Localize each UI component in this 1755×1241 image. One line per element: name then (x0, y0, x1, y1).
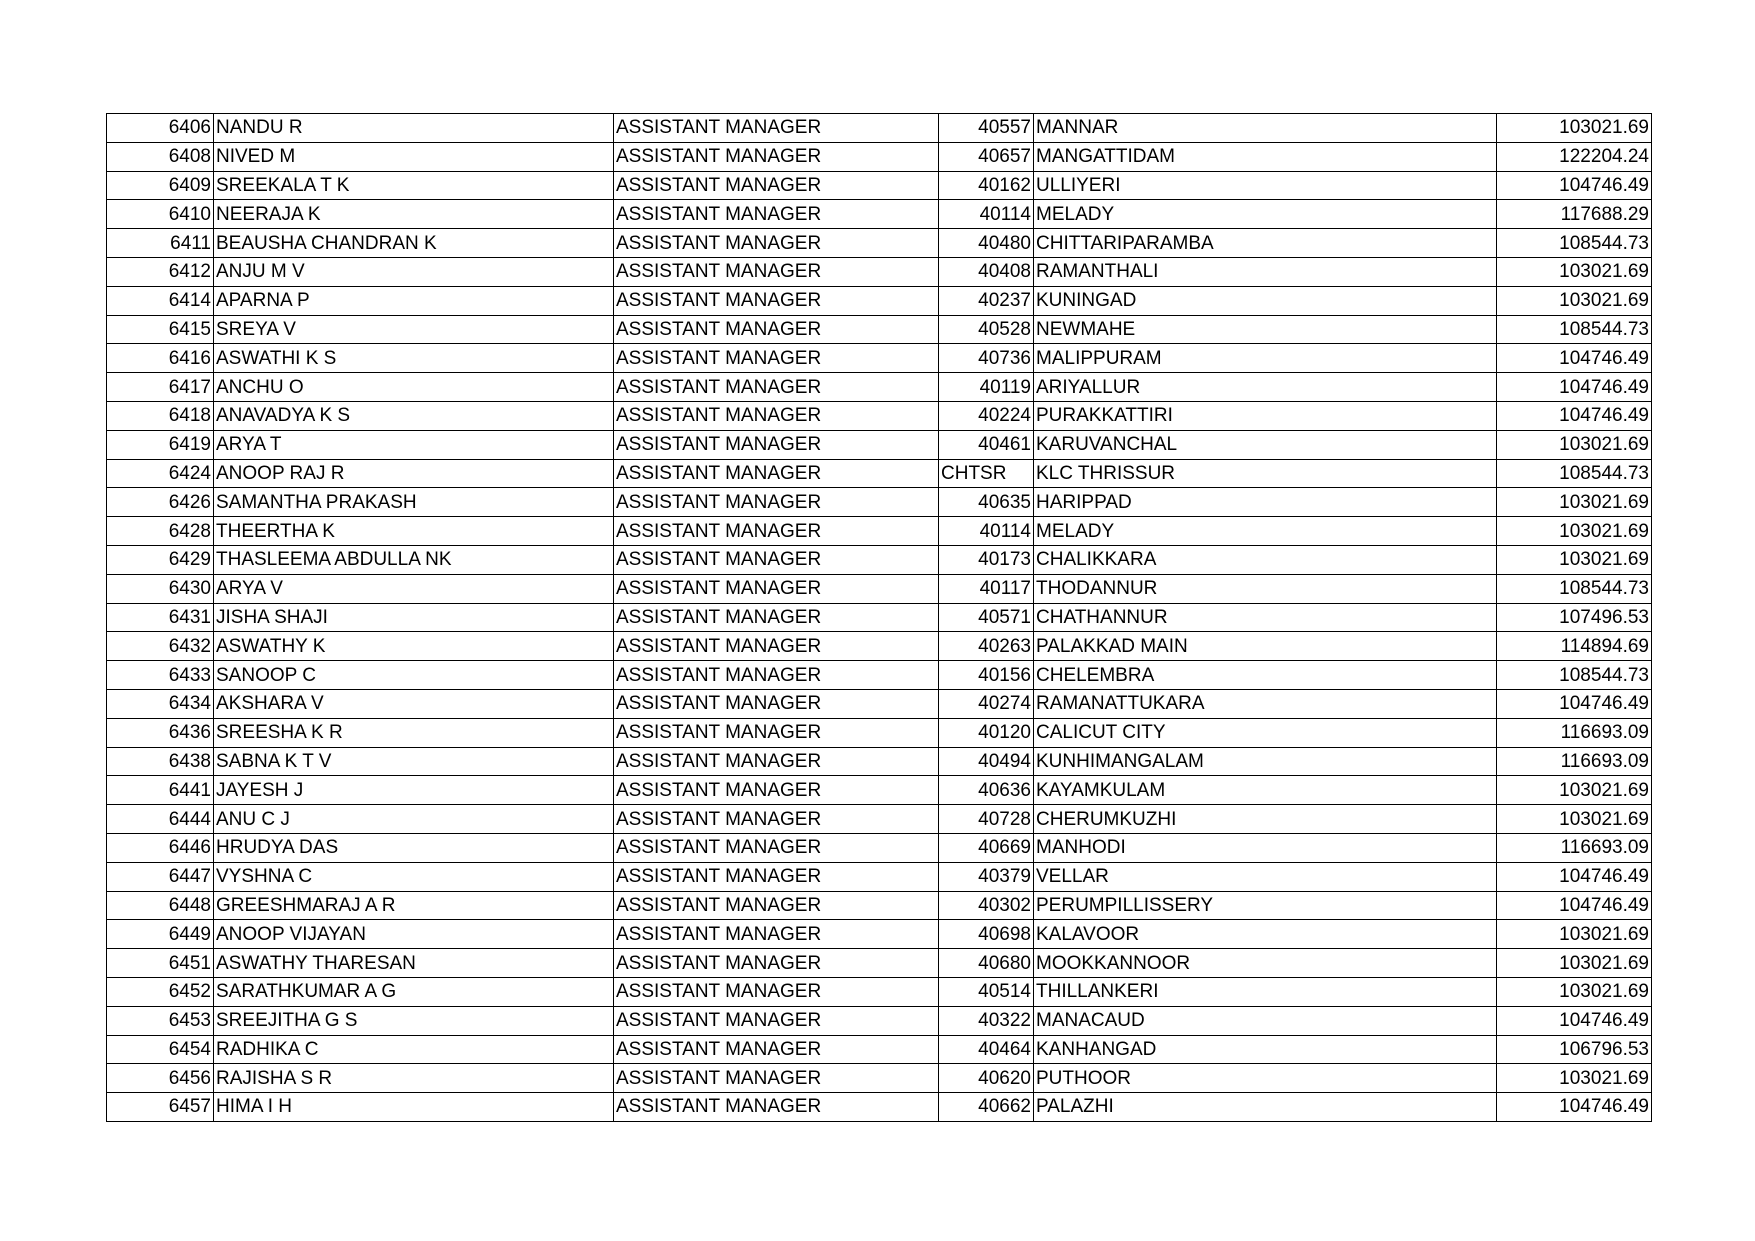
employee-name-cell: JAYESH J (214, 776, 614, 805)
table-row (107, 603, 1652, 632)
employee-name-cell: SREESHA K R (214, 718, 614, 747)
table-row (107, 142, 1652, 171)
employee-id-cell: 6452 (107, 977, 214, 1006)
designation-cell: ASSISTANT MANAGER (614, 315, 939, 344)
amount-cell: 116693.09 (1497, 833, 1652, 862)
employee-id-cell: 6441 (107, 776, 214, 805)
table-row (107, 286, 1652, 315)
table-row (107, 114, 1652, 143)
amount-cell: 103021.69 (1497, 430, 1652, 459)
branch-name-cell: RAMANATTUKARA (1034, 689, 1497, 718)
amount-cell: 106796.53 (1497, 1035, 1652, 1064)
employee-id-cell: 6410 (107, 200, 214, 229)
designation-cell: ASSISTANT MANAGER (614, 977, 939, 1006)
branch-name-cell: MANHODI (1034, 833, 1497, 862)
table-row (107, 545, 1652, 574)
employee-name-cell: SREEKALA T K (214, 171, 614, 200)
designation-cell: ASSISTANT MANAGER (614, 603, 939, 632)
table-row (107, 805, 1652, 834)
branch-code-cell: 40263 (939, 632, 1034, 661)
branch-code-cell: 40464 (939, 1035, 1034, 1064)
employee-table (106, 113, 1652, 1122)
employee-name-cell: THASLEEMA ABDULLA NK (214, 545, 614, 574)
amount-cell: 103021.69 (1497, 545, 1652, 574)
employee-name-cell: SANOOP C (214, 661, 614, 690)
branch-name-cell: KAYAMKULAM (1034, 776, 1497, 805)
designation-cell: ASSISTANT MANAGER (614, 1093, 939, 1122)
employee-name-cell: SREEJITHA G S (214, 1006, 614, 1035)
amount-cell: 104746.49 (1497, 401, 1652, 430)
amount-cell: 103021.69 (1497, 977, 1652, 1006)
amount-cell: 104746.49 (1497, 862, 1652, 891)
employee-id-cell: 6457 (107, 1093, 214, 1122)
amount-cell: 107496.53 (1497, 603, 1652, 632)
table-row (107, 1093, 1652, 1122)
amount-cell: 103021.69 (1497, 257, 1652, 286)
amount-cell: 116693.09 (1497, 747, 1652, 776)
branch-code-cell: 40528 (939, 315, 1034, 344)
branch-name-cell: MELADY (1034, 517, 1497, 546)
branch-code-cell: 40322 (939, 1006, 1034, 1035)
designation-cell: ASSISTANT MANAGER (614, 373, 939, 402)
designation-cell: ASSISTANT MANAGER (614, 200, 939, 229)
designation-cell: ASSISTANT MANAGER (614, 142, 939, 171)
table-row (107, 315, 1652, 344)
branch-name-cell: KALAVOOR (1034, 920, 1497, 949)
designation-cell: ASSISTANT MANAGER (614, 689, 939, 718)
amount-cell: 122204.24 (1497, 142, 1652, 171)
branch-code-cell: 40635 (939, 488, 1034, 517)
employee-id-cell: 6426 (107, 488, 214, 517)
designation-cell: ASSISTANT MANAGER (614, 114, 939, 143)
employee-id-cell: 6451 (107, 949, 214, 978)
table-row (107, 747, 1652, 776)
table-row (107, 776, 1652, 805)
employee-name-cell: ANOOP VIJAYAN (214, 920, 614, 949)
employee-name-cell: ARYA V (214, 574, 614, 603)
table-row (107, 632, 1652, 661)
employee-id-cell: 6414 (107, 286, 214, 315)
branch-code-cell: 40636 (939, 776, 1034, 805)
table-row (107, 200, 1652, 229)
branch-code-cell: 40514 (939, 977, 1034, 1006)
employee-name-cell: THEERTHA K (214, 517, 614, 546)
amount-cell: 104746.49 (1497, 373, 1652, 402)
branch-name-cell: PERUMPILLISSERY (1034, 891, 1497, 920)
employee-name-cell: ANOOP RAJ R (214, 459, 614, 488)
amount-cell: 103021.69 (1497, 1064, 1652, 1093)
employee-name-cell: ASWATHY K (214, 632, 614, 661)
table-row (107, 977, 1652, 1006)
branch-code-cell: 40119 (939, 373, 1034, 402)
employee-id-cell: 6453 (107, 1006, 214, 1035)
amount-cell: 104746.49 (1497, 1093, 1652, 1122)
table-row (107, 257, 1652, 286)
branch-name-cell: CHITTARIPARAMBA (1034, 229, 1497, 258)
employee-id-cell: 6411 (107, 229, 214, 258)
employee-name-cell: ANU C J (214, 805, 614, 834)
designation-cell: ASSISTANT MANAGER (614, 1035, 939, 1064)
branch-code-cell: 40698 (939, 920, 1034, 949)
table-row (107, 949, 1652, 978)
branch-code-cell: 40461 (939, 430, 1034, 459)
employee-name-cell: AKSHARA V (214, 689, 614, 718)
employee-id-cell: 6449 (107, 920, 214, 949)
table-row (107, 344, 1652, 373)
branch-name-cell: KANHANGAD (1034, 1035, 1497, 1064)
branch-code-cell: 40120 (939, 718, 1034, 747)
table-row (107, 488, 1652, 517)
branch-name-cell: KUNHIMANGALAM (1034, 747, 1497, 776)
amount-cell: 103021.69 (1497, 920, 1652, 949)
branch-name-cell: VELLAR (1034, 862, 1497, 891)
table-row (107, 373, 1652, 402)
employee-id-cell: 6424 (107, 459, 214, 488)
designation-cell: ASSISTANT MANAGER (614, 1006, 939, 1035)
employee-id-cell: 6436 (107, 718, 214, 747)
amount-cell: 108544.73 (1497, 315, 1652, 344)
designation-cell: ASSISTANT MANAGER (614, 459, 939, 488)
employee-name-cell: SAMANTHA PRAKASH (214, 488, 614, 517)
amount-cell: 103021.69 (1497, 488, 1652, 517)
branch-name-cell: MANGATTIDAM (1034, 142, 1497, 171)
designation-cell: ASSISTANT MANAGER (614, 344, 939, 373)
table-body (107, 114, 1652, 1122)
table-row (107, 574, 1652, 603)
amount-cell: 103021.69 (1497, 517, 1652, 546)
branch-code-cell: 40117 (939, 574, 1034, 603)
designation-cell: ASSISTANT MANAGER (614, 545, 939, 574)
table-row (107, 833, 1652, 862)
branch-code-cell: 40680 (939, 949, 1034, 978)
employee-id-cell: 6454 (107, 1035, 214, 1064)
employee-name-cell: BEAUSHA CHANDRAN K (214, 229, 614, 258)
employee-name-cell: HIMA I H (214, 1093, 614, 1122)
employee-name-cell: ASWATHI K S (214, 344, 614, 373)
amount-cell: 103021.69 (1497, 805, 1652, 834)
branch-name-cell: NEWMAHE (1034, 315, 1497, 344)
amount-cell: 103021.69 (1497, 776, 1652, 805)
table-row (107, 1064, 1652, 1093)
branch-code-cell: 40114 (939, 200, 1034, 229)
table-row (107, 689, 1652, 718)
branch-name-cell: PALAZHI (1034, 1093, 1497, 1122)
designation-cell: ASSISTANT MANAGER (614, 1064, 939, 1093)
employee-name-cell: SARATHKUMAR A G (214, 977, 614, 1006)
branch-code-cell: 40620 (939, 1064, 1034, 1093)
designation-cell: ASSISTANT MANAGER (614, 488, 939, 517)
employee-id-cell: 6432 (107, 632, 214, 661)
branch-code-cell: 40494 (939, 747, 1034, 776)
table-row (107, 920, 1652, 949)
employee-name-cell: ANJU M V (214, 257, 614, 286)
employee-name-cell: SREYA V (214, 315, 614, 344)
designation-cell: ASSISTANT MANAGER (614, 862, 939, 891)
employee-name-cell: ARYA T (214, 430, 614, 459)
branch-name-cell: HARIPPAD (1034, 488, 1497, 517)
employee-id-cell: 6428 (107, 517, 214, 546)
branch-code-cell: 40302 (939, 891, 1034, 920)
employee-name-cell: APARNA P (214, 286, 614, 315)
branch-code-cell: 40557 (939, 114, 1034, 143)
branch-name-cell: CHELEMBRA (1034, 661, 1497, 690)
designation-cell: ASSISTANT MANAGER (614, 776, 939, 805)
branch-name-cell: CHALIKKARA (1034, 545, 1497, 574)
branch-name-cell: KARUVANCHAL (1034, 430, 1497, 459)
table-row (107, 862, 1652, 891)
employee-id-cell: 6444 (107, 805, 214, 834)
employee-id-cell: 6408 (107, 142, 214, 171)
designation-cell: ASSISTANT MANAGER (614, 286, 939, 315)
branch-name-cell: MANNAR (1034, 114, 1497, 143)
employee-name-cell: SABNA K T V (214, 747, 614, 776)
table-row (107, 1006, 1652, 1035)
table-row (107, 661, 1652, 690)
amount-cell: 108544.73 (1497, 661, 1652, 690)
table-row (107, 718, 1652, 747)
amount-cell: 103021.69 (1497, 286, 1652, 315)
employee-id-cell: 6416 (107, 344, 214, 373)
branch-code-cell: 40114 (939, 517, 1034, 546)
employee-name-cell: RADHIKA C (214, 1035, 614, 1064)
branch-code-cell: 40224 (939, 401, 1034, 430)
branch-code-cell: 40173 (939, 545, 1034, 574)
employee-id-cell: 6418 (107, 401, 214, 430)
employee-name-cell: ASWATHY THARESAN (214, 949, 614, 978)
branch-name-cell: MOOKKANNOOR (1034, 949, 1497, 978)
employee-id-cell: 6433 (107, 661, 214, 690)
amount-cell: 117688.29 (1497, 200, 1652, 229)
employee-name-cell: NEERAJA K (214, 200, 614, 229)
employee-id-cell: 6406 (107, 114, 214, 143)
employee-name-cell: HRUDYA DAS (214, 833, 614, 862)
employee-id-cell: 6412 (107, 257, 214, 286)
designation-cell: ASSISTANT MANAGER (614, 401, 939, 430)
branch-name-cell: MANACAUD (1034, 1006, 1497, 1035)
employee-id-cell: 6434 (107, 689, 214, 718)
employee-name-cell: ANCHU O (214, 373, 614, 402)
branch-name-cell: CHERUMKUZHI (1034, 805, 1497, 834)
branch-code-cell: 40669 (939, 833, 1034, 862)
amount-cell: 104746.49 (1497, 171, 1652, 200)
branch-name-cell: PALAKKAD MAIN (1034, 632, 1497, 661)
employee-name-cell: ANAVADYA K S (214, 401, 614, 430)
designation-cell: ASSISTANT MANAGER (614, 920, 939, 949)
table-row (107, 401, 1652, 430)
branch-name-cell: CALICUT CITY (1034, 718, 1497, 747)
employee-id-cell: 6456 (107, 1064, 214, 1093)
branch-name-cell: PUTHOOR (1034, 1064, 1497, 1093)
branch-code-cell: 40237 (939, 286, 1034, 315)
branch-name-cell: THILLANKERI (1034, 977, 1497, 1006)
employee-id-cell: 6409 (107, 171, 214, 200)
table-row (107, 171, 1652, 200)
designation-cell: ASSISTANT MANAGER (614, 833, 939, 862)
designation-cell: ASSISTANT MANAGER (614, 632, 939, 661)
branch-code-cell: 40156 (939, 661, 1034, 690)
amount-cell: 114894.69 (1497, 632, 1652, 661)
designation-cell: ASSISTANT MANAGER (614, 574, 939, 603)
branch-name-cell: THODANNUR (1034, 574, 1497, 603)
branch-code-cell: 40571 (939, 603, 1034, 632)
employee-id-cell: 6417 (107, 373, 214, 402)
table-row (107, 517, 1652, 546)
employee-id-cell: 6446 (107, 833, 214, 862)
designation-cell: ASSISTANT MANAGER (614, 229, 939, 258)
branch-code-cell: 40379 (939, 862, 1034, 891)
branch-name-cell: RAMANTHALI (1034, 257, 1497, 286)
branch-name-cell: MELADY (1034, 200, 1497, 229)
table-row (107, 891, 1652, 920)
amount-cell: 103021.69 (1497, 114, 1652, 143)
designation-cell: ASSISTANT MANAGER (614, 747, 939, 776)
amount-cell: 108544.73 (1497, 574, 1652, 603)
table-row (107, 229, 1652, 258)
branch-name-cell: CHATHANNUR (1034, 603, 1497, 632)
employee-id-cell: 6419 (107, 430, 214, 459)
employee-id-cell: 6415 (107, 315, 214, 344)
designation-cell: ASSISTANT MANAGER (614, 257, 939, 286)
table-row (107, 1035, 1652, 1064)
employee-name-cell: JISHA SHAJI (214, 603, 614, 632)
employee-id-cell: 6430 (107, 574, 214, 603)
branch-code-cell: CHTSR (939, 459, 1034, 488)
designation-cell: ASSISTANT MANAGER (614, 805, 939, 834)
employee-name-cell: GREESHMARAJ A R (214, 891, 614, 920)
branch-code-cell: 40662 (939, 1093, 1034, 1122)
designation-cell: ASSISTANT MANAGER (614, 171, 939, 200)
employee-id-cell: 6431 (107, 603, 214, 632)
designation-cell: ASSISTANT MANAGER (614, 891, 939, 920)
branch-name-cell: PURAKKATTIRI (1034, 401, 1497, 430)
employee-id-cell: 6429 (107, 545, 214, 574)
designation-cell: ASSISTANT MANAGER (614, 718, 939, 747)
designation-cell: ASSISTANT MANAGER (614, 517, 939, 546)
branch-code-cell: 40274 (939, 689, 1034, 718)
table-row (107, 459, 1652, 488)
branch-code-cell: 40728 (939, 805, 1034, 834)
employee-name-cell: RAJISHA S R (214, 1064, 614, 1093)
employee-id-cell: 6438 (107, 747, 214, 776)
designation-cell: ASSISTANT MANAGER (614, 949, 939, 978)
designation-cell: ASSISTANT MANAGER (614, 430, 939, 459)
employee-name-cell: NANDU R (214, 114, 614, 143)
branch-name-cell: ULLIYERI (1034, 171, 1497, 200)
table-row (107, 430, 1652, 459)
amount-cell: 116693.09 (1497, 718, 1652, 747)
branch-name-cell: KUNINGAD (1034, 286, 1497, 315)
branch-code-cell: 40408 (939, 257, 1034, 286)
branch-code-cell: 40480 (939, 229, 1034, 258)
employee-id-cell: 6448 (107, 891, 214, 920)
amount-cell: 104746.49 (1497, 689, 1652, 718)
branch-name-cell: MALIPPURAM (1034, 344, 1497, 373)
amount-cell: 104746.49 (1497, 1006, 1652, 1035)
amount-cell: 104746.49 (1497, 344, 1652, 373)
amount-cell: 104746.49 (1497, 891, 1652, 920)
branch-name-cell: ARIYALLUR (1034, 373, 1497, 402)
designation-cell: ASSISTANT MANAGER (614, 661, 939, 690)
employee-id-cell: 6447 (107, 862, 214, 891)
branch-code-cell: 40657 (939, 142, 1034, 171)
amount-cell: 108544.73 (1497, 229, 1652, 258)
employee-name-cell: NIVED M (214, 142, 614, 171)
branch-name-cell: KLC THRISSUR (1034, 459, 1497, 488)
amount-cell: 103021.69 (1497, 949, 1652, 978)
amount-cell: 108544.73 (1497, 459, 1652, 488)
branch-code-cell: 40162 (939, 171, 1034, 200)
branch-code-cell: 40736 (939, 344, 1034, 373)
employee-name-cell: VYSHNA C (214, 862, 614, 891)
